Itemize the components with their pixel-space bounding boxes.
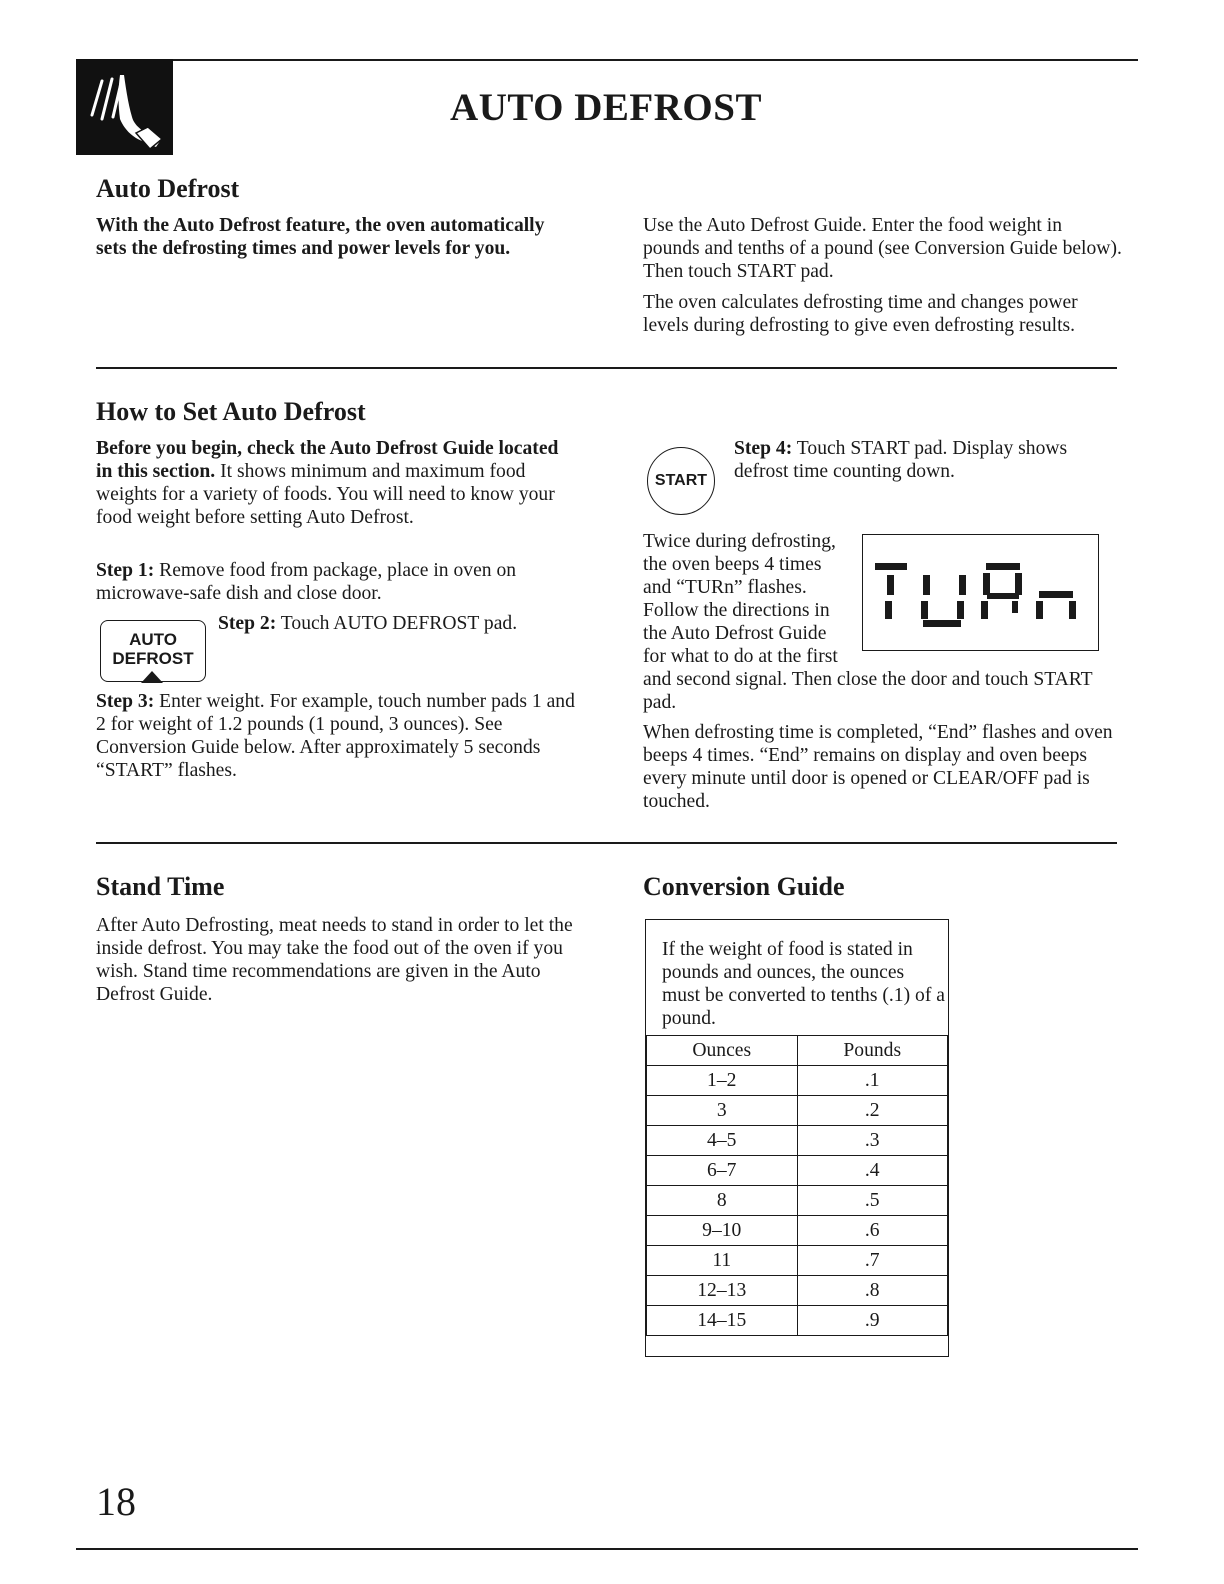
table-row: [647, 1186, 948, 1216]
table-row: [647, 1306, 948, 1336]
before-rest: It shows minimum and maximum food weights for a variety of foods. You will need to know your food weight before setting Auto Defrost.: [96, 461, 555, 528]
pounds-cell: .4: [797, 1156, 948, 1186]
stand-time-heading: Stand Time: [96, 872, 225, 901]
table-header-row: [647, 1036, 948, 1066]
pounds-cell: .6: [797, 1216, 948, 1246]
pounds-cell: .8: [797, 1276, 948, 1306]
ounces-cell: 9–10: [647, 1216, 798, 1246]
table-row: [647, 1246, 948, 1276]
section-divider: [96, 367, 1117, 369]
table-row: [647, 1156, 948, 1186]
pounds-cell: .1: [797, 1066, 948, 1096]
triangle-icon: [141, 671, 163, 683]
section-divider: [96, 842, 1117, 844]
ounces-cell: 3: [647, 1096, 798, 1126]
table-row: [647, 1066, 948, 1096]
twice-line: the oven beeps 4 times: [643, 554, 822, 575]
table-row: [647, 1276, 948, 1306]
step-3-text: Enter weight. For example, touch number pads 1 and 2 for weight of 1.2 pounds (1 pound, 3 ounces). See Conversion Guide below. After approximately 5 seconds “START” flashes.: [96, 691, 575, 781]
step-2: [218, 612, 578, 635]
step-1-label: Step 1:: [96, 560, 155, 581]
table-row: [647, 1216, 948, 1246]
page-number: 18: [96, 1479, 136, 1524]
footer-rule: [76, 1548, 1138, 1550]
page-title: AUTO DEFROST: [450, 86, 762, 129]
pounds-cell: .5: [797, 1186, 948, 1216]
ounces-cell: 4–5: [647, 1126, 798, 1156]
ounces-cell: 11: [647, 1246, 798, 1276]
start-pad-icon: START: [647, 447, 715, 515]
auto-pad-line-2: DEFROST: [112, 649, 194, 668]
step-3-label: Step 3:: [96, 691, 155, 712]
ounces-cell: 12–13: [647, 1276, 798, 1306]
step-4-label: Step 4:: [734, 438, 793, 459]
auto-defrost-pad-icon: [100, 620, 206, 682]
intro-lead: With the Auto Defrost feature, the oven automatically sets the defrosting times and power levels for you.: [96, 215, 545, 259]
pounds-cell: .9: [797, 1306, 948, 1336]
twice-line: Follow the directions in: [643, 600, 830, 621]
twice-line: for what to do at the first: [643, 646, 838, 667]
step-3: [96, 690, 576, 782]
turn-display-glyphs: [863, 535, 1097, 649]
twice-line: Twice during defrosting,: [643, 531, 836, 552]
conversion-note: If the weight of food is stated in pounds and ounces, the ounces must be converted to tenths (.1) of a pound.: [662, 939, 945, 1029]
step-2-label: Step 2:: [218, 613, 277, 634]
table-row: [647, 1096, 948, 1126]
ounces-cell: 6–7: [647, 1156, 798, 1186]
column-header: Ounces: [647, 1036, 798, 1066]
step-4-text: Touch START pad. Display shows defrost time counting down.: [734, 438, 1068, 482]
pounds-cell: .3: [797, 1126, 948, 1156]
stand-time-text: After Auto Defrosting, meat needs to stand in order to let the inside defrost. You may take the food out of the oven if you wish. Stand time recommendations are given in the Auto Defrost Guide.: [96, 915, 573, 1005]
conversion-heading: Conversion Guide: [643, 872, 845, 901]
auto-pad-line-1: AUTO: [129, 630, 177, 649]
conversion-table: [646, 1035, 948, 1336]
before-bold: Before you begin, check the Auto Defrost Guide located in this section.: [96, 438, 559, 482]
ounces-cell: 14–15: [647, 1306, 798, 1336]
auto-defrost-heading: Auto Defrost: [96, 174, 240, 203]
pounds-cell: .2: [797, 1096, 948, 1126]
step-1-text: Remove food from package, place in oven on microwave-safe dish and close door.: [96, 560, 517, 604]
pounds-cell: .7: [797, 1246, 948, 1276]
ounces-cell: 8: [647, 1186, 798, 1216]
header-top-rule: [76, 59, 1138, 61]
how-to-heading: How to Set Auto Defrost: [96, 397, 366, 426]
step-4: [734, 437, 1114, 483]
end-paragraph: When defrosting time is completed, “End” flashes and oven beeps 4 times. “End” remains on display and oven beeps every minute until door is opened or CLEAR/OFF pad is touched.: [643, 722, 1113, 812]
lcd-display: [862, 534, 1099, 651]
twice-line: and “TURn” flashes.: [643, 577, 807, 598]
ounces-cell: 1–2: [647, 1066, 798, 1096]
twice-line: the Auto Defrost Guide: [643, 623, 827, 644]
twice-paragraph: [643, 530, 865, 668]
before-you-begin: [96, 437, 576, 529]
twice-rest: and second signal. Then close the door and touch START pad.: [643, 669, 1093, 713]
table-row: [647, 1126, 948, 1156]
step-2-text: Touch AUTO DEFROST pad.: [276, 613, 518, 634]
column-header: Pounds: [797, 1036, 948, 1066]
intro-para-1: Use the Auto Defrost Guide. Enter the food weight in pounds and tenths of a pound (see Conversion Guide below). Then touch START pad.: [643, 215, 1122, 282]
step-1: [96, 559, 576, 605]
intro-para-2: The oven calculates defrosting time and changes power levels during defrosting to give even defrosting results.: [643, 292, 1078, 336]
